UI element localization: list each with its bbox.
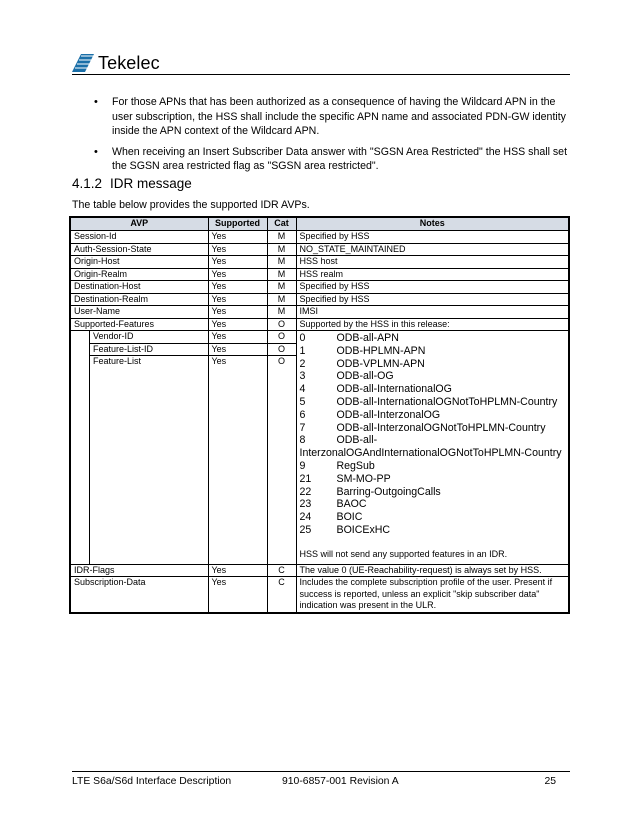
table-cell-supported: Yes <box>208 268 267 281</box>
feature-code: 5 <box>299 395 306 408</box>
feature-name: ODB-all-InterzonalOG <box>336 408 441 421</box>
intro-text: The table below provides the supported IDR AVPs. <box>72 199 310 211</box>
table-cell-cat: M <box>267 293 296 306</box>
table-cell-cat: O <box>268 331 296 344</box>
feature-item <box>300 358 566 371</box>
table-cell-notes: Specified by HSS <box>296 293 569 306</box>
feature-name: BOICExHC <box>336 523 391 536</box>
company-name: Tekelec <box>98 52 160 73</box>
footer-doc-title: LTE S6a/S6d Interface Description <box>72 776 232 787</box>
table-cell-avp: IDR-Flags <box>70 564 208 577</box>
table-cell-avp: Destination-Host <box>70 281 208 294</box>
table-cell-supported: Yes <box>208 243 267 256</box>
table-cell-supported: Yes <box>208 293 267 306</box>
feature-item <box>300 396 566 409</box>
table-cell-supported: Yes <box>208 577 267 613</box>
table-cell-notes: Specified by HSS <box>296 281 569 294</box>
feature-code: 7 <box>299 421 306 434</box>
feature-code: 1 <box>299 344 306 357</box>
feature-code: 9 <box>299 459 306 472</box>
feature-list <box>300 332 566 537</box>
table-cell-notes: HSS host <box>296 256 569 269</box>
feature-code: 8 <box>299 434 306 447</box>
table-cell-avp: Vendor-ID <box>90 331 208 343</box>
feature-code: 23 <box>299 498 312 511</box>
table-cell-notes: NO_STATE_MAINTAINED <box>296 243 569 256</box>
feature-name: Barring-OutgoingCalls <box>336 485 441 498</box>
feature-item <box>300 486 566 499</box>
col-header-supported: Supported <box>208 217 267 231</box>
feature-item <box>300 409 566 422</box>
feature-item <box>300 345 566 358</box>
feature-item <box>300 434 566 447</box>
col-header-notes: Notes <box>296 217 569 231</box>
table-cell-cat: C <box>267 577 296 613</box>
table-cell-supported: Yes <box>208 281 267 294</box>
table-row <box>70 293 569 306</box>
table-cell-supported: Yes <box>208 306 267 319</box>
table-cell-cat: M <box>267 243 296 256</box>
sub-supported-cell <box>208 331 267 565</box>
table-cell-cat: O <box>268 344 296 357</box>
bullet-list <box>94 95 570 180</box>
table-row <box>70 256 569 269</box>
feature-name: SM-MO-PP <box>336 472 391 485</box>
bullet-item <box>94 145 570 174</box>
table-row <box>70 318 569 331</box>
feature-name: ODB-all- <box>336 434 378 447</box>
table-cell-avp: Auth-Session-State <box>70 243 208 256</box>
table-row <box>70 577 569 613</box>
table-cell-supported: Yes <box>208 318 267 331</box>
feature-name: ODB-all-APN <box>336 332 399 344</box>
table-row <box>70 564 569 577</box>
table-cell-notes: Supported by the HSS in this release: <box>296 318 569 331</box>
table-row <box>70 306 569 319</box>
feature-note: HSS will not send any supported features in an IDR. <box>299 548 508 559</box>
table-cell-notes: Specified by HSS <box>296 231 569 244</box>
footer-divider <box>72 771 570 772</box>
feature-name: ODB-HPLMN-APN <box>336 344 426 357</box>
feature-name: InterzonalOGAndInternationalOGNotToHPLMN-Country <box>299 447 562 460</box>
header-divider <box>72 74 570 75</box>
table-cell-supported: Yes <box>209 344 267 357</box>
feature-item <box>300 524 566 537</box>
table-cell-notes: The value 0 (UE-Reachability-request) is always set by HSS. <box>296 564 569 577</box>
table-cell-notes: HSS realm <box>296 268 569 281</box>
feature-item <box>300 473 566 486</box>
table-row <box>70 331 569 565</box>
feature-item <box>300 370 566 383</box>
table-cell-cat: O <box>277 356 285 366</box>
table-cell-avp: User-Name <box>70 306 208 319</box>
feature-code: 4 <box>299 383 306 396</box>
table-cell-supported: Yes <box>211 356 227 366</box>
table-cell-avp: Subscription-Data <box>70 577 208 613</box>
feature-name: ODB-all-OG <box>336 370 394 383</box>
bullet-icon: • <box>94 96 98 108</box>
feature-name: RegSub <box>336 459 375 472</box>
bullet-item <box>94 95 570 139</box>
feature-item <box>300 332 566 345</box>
tekelec-logo-icon <box>72 54 94 72</box>
feature-name: ODB-all-InterzonalOGNotToHPLMN-Country <box>336 421 546 434</box>
table-cell-cat: M <box>267 281 296 294</box>
feature-name: BOIC <box>336 511 363 524</box>
feature-name: ODB-all-InternationalOG <box>336 383 452 396</box>
table-row <box>70 268 569 281</box>
table-cell-avp: Origin-Host <box>70 256 208 269</box>
feature-code: 6 <box>299 408 306 421</box>
feature-item <box>300 447 566 460</box>
feature-item <box>300 383 566 396</box>
table-cell-supported: Yes <box>208 231 267 244</box>
feature-item <box>300 498 566 511</box>
table-cell-supported: Yes <box>209 331 267 344</box>
table-cell-notes: IMSI <box>296 306 569 319</box>
table-cell-supported: Yes <box>208 256 267 269</box>
table-cell-notes: Includes the complete subscription profile of the user. Present if success is reported, unless an explicit "skip subscriber data" indication was present in the ULR. <box>296 577 569 613</box>
feature-item <box>300 422 566 435</box>
feature-item <box>300 460 566 473</box>
table-row <box>70 243 569 256</box>
table-cell-avp: Origin-Realm <box>70 268 208 281</box>
feature-code: 0 <box>299 332 306 344</box>
bullet-text: For those APNs that has been authorized as a consequence of having the Wildcard APN in the user subscription, the HSS shall include the specific APN name and associated PDN-GW identity inside the APN context of the Wildcard APN. <box>112 96 566 137</box>
table-cell-avp: Supported-Features <box>70 318 208 331</box>
feature-code: 2 <box>299 357 306 370</box>
table-cell-avp: Session-Id <box>70 231 208 244</box>
bullet-text: When receiving an Insert Subscriber Data answer with "SGSN Area Restricted" the HSS shall set the SGSN area restricted flag as "SGSN area restricted". <box>112 145 568 172</box>
bullet-icon: • <box>94 145 98 158</box>
feature-code: 22 <box>299 485 312 498</box>
section-title: IDR message <box>110 176 192 191</box>
table-cell-avp: Feature-List-ID <box>90 343 208 356</box>
table-row <box>70 281 569 294</box>
sub-avp-cell <box>70 331 208 565</box>
feature-item <box>300 511 566 524</box>
section-heading <box>72 176 192 191</box>
table-cell-supported: Yes <box>208 564 267 577</box>
section-number: 4.1.2 <box>72 176 103 191</box>
feature-list-cell <box>296 331 569 565</box>
table-row <box>70 231 569 244</box>
feature-code: 25 <box>299 523 312 536</box>
feature-name: BAOC <box>336 498 367 511</box>
table-cell-cat: O <box>267 318 296 331</box>
feature-name: ODB-all-InternationalOGNotToHPLMN-Country <box>336 395 558 408</box>
feature-name: ODB-VPLMN-APN <box>336 357 425 370</box>
table-header-row <box>70 217 569 231</box>
table-cell-cat: M <box>267 268 296 281</box>
table-cell-cat: C <box>267 564 296 577</box>
idr-avp-table <box>69 216 570 614</box>
col-header-avp: AVP <box>70 217 208 231</box>
col-header-cat: Cat <box>267 217 296 231</box>
feature-code: 21 <box>299 472 312 485</box>
table-cell-avp: Feature-List <box>93 356 142 366</box>
table-cell-cat: M <box>267 306 296 319</box>
footer-doc-number: 910-6857-001 Revision A <box>282 776 399 787</box>
sub-cat-cell <box>267 331 296 565</box>
table-cell-avp: Destination-Realm <box>70 293 208 306</box>
footer-page-number: 25 <box>544 776 556 787</box>
feature-code: 24 <box>299 511 312 524</box>
company-logo <box>72 53 160 73</box>
table-cell-cat: M <box>267 256 296 269</box>
feature-code: 3 <box>299 370 306 383</box>
table-cell-cat: M <box>267 231 296 244</box>
